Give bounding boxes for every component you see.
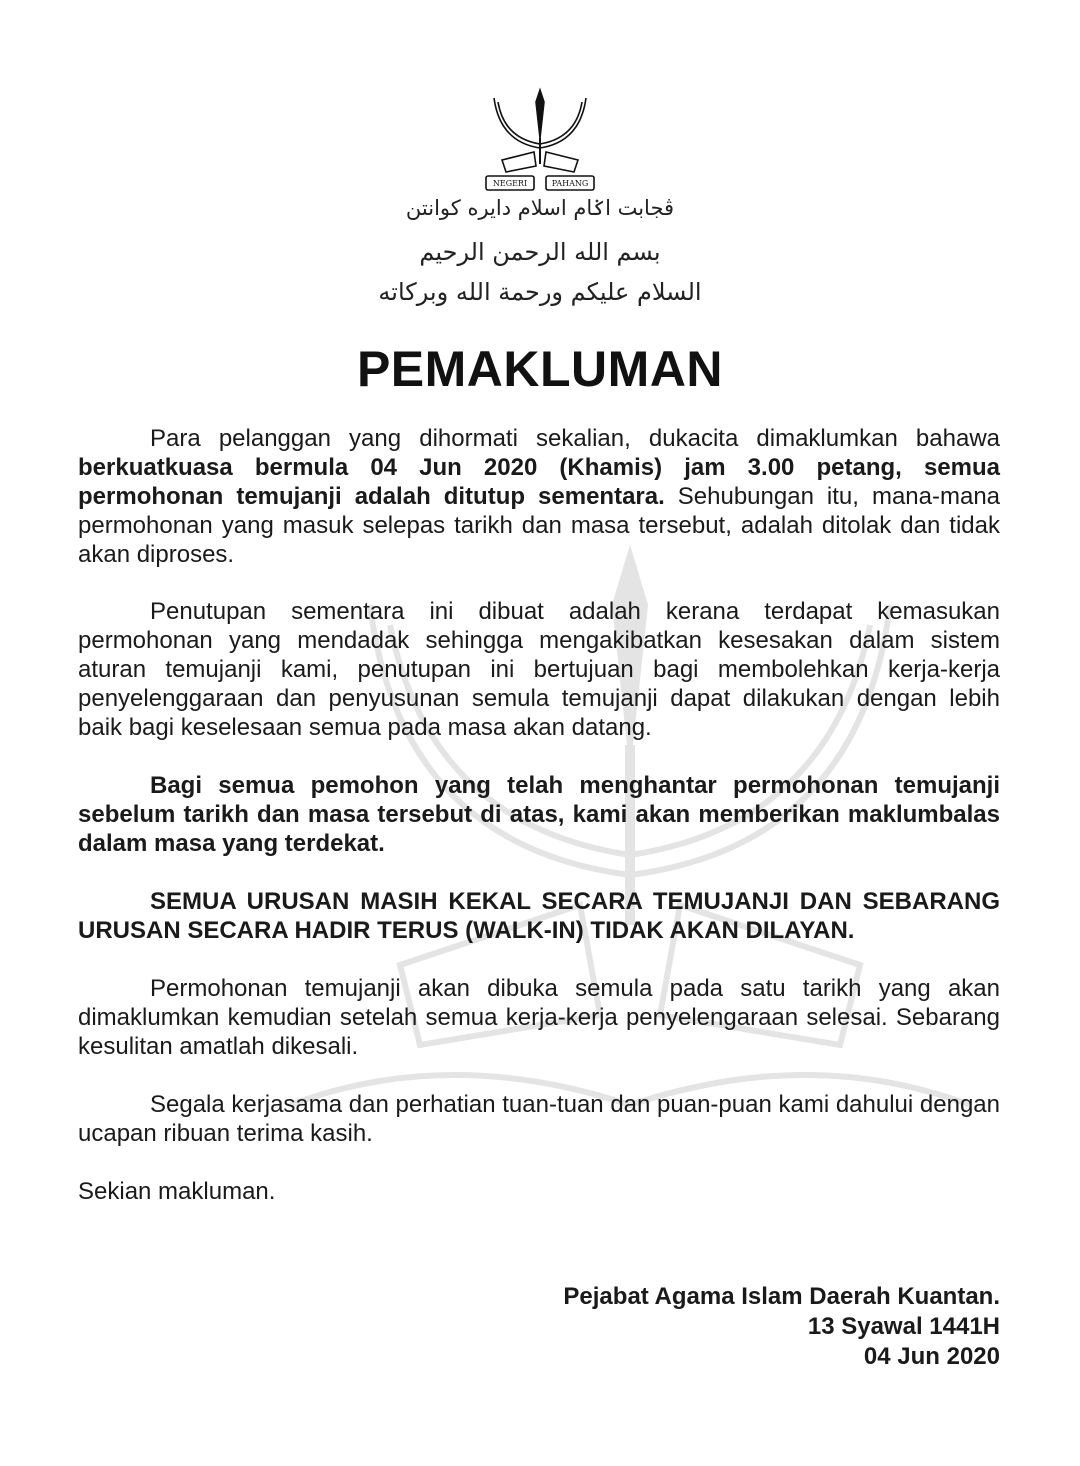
paragraph-closing: Sekian makluman. bbox=[78, 1178, 276, 1205]
page-title: PEMAKLUMAN bbox=[356, 341, 724, 397]
bismillah: بسم الله الرحمن الرحيم bbox=[419, 238, 661, 266]
paragraph-walk-in-notice: SEMUA URUSAN MASIH KEKAL SECARA TEMUJANJI DAN SEBARANG URUSAN SECARA HADIR TERUS (WALK-IN) TIDAK AKAN DILAYAN. bbox=[78, 888, 1000, 944]
paragraph-intro-rest: Sehubungan itu, mana-mana permohonan yang masuk selepas tarikh dan masa tersebut, adalah ditolak dan tidak akan diproses. bbox=[78, 483, 1001, 568]
crest-label-pahang: PAHANG bbox=[551, 179, 589, 188]
department-name-jawi: ڤجابت اݢام اسلام دايره كوانتن bbox=[405, 196, 675, 220]
paragraph-intro bbox=[78, 424, 1000, 569]
paragraph-reopening: Permohonan temujanji akan dibuka semula pada satu tarikh yang akan dimaklumkan kemudian setelah semua kerja-kerja penyelengaraan selesai. Sebarang kesulitan amatlah dikesali. bbox=[78, 975, 1000, 1060]
signature-block bbox=[563, 1282, 1000, 1372]
paragraph-thanks: Segala kerjasama dan perhatian tuan-tuan dan puan-puan kami dahului dengan ucapan ribuan terima kasih. bbox=[78, 1091, 1000, 1147]
notice-body bbox=[78, 424, 1000, 1206]
paragraph-closure-reason: Penutupan sementara ini dibuat adalah kerana terdapat kemasukan permohonan yang mendadak sehingga mengakibatkan kesesakan dalam sistem aturan temujanji kami, penutupan ini bertujuan bagi membolehkan kerja-kerja penyelenggaraan dan penyusunan semula temujanji dapat dilakukan dengan lebih baik bagi keselesaan semua pada masa akan datang. bbox=[78, 598, 1000, 741]
salam-greeting: السلام عليكم ورحمة الله وبركاته bbox=[378, 278, 702, 306]
signature-hijri-date: 13 Syawal 1441H bbox=[807, 1313, 1000, 1340]
signature-office: Pejabat Agama Islam Daerah Kuantan. bbox=[563, 1283, 1000, 1310]
paragraph-intro-bold: berkuatkuasa bermula 04 Jun 2020 (Khamis) jam 3.00 petang, semua permohonan temujanji adalah ditutup sementara. bbox=[78, 454, 1000, 510]
paragraph-intro-lead: Para pelanggan yang dihormati sekalian, dukacita dimaklumkan bahawa bbox=[150, 425, 1000, 452]
paragraph-existing-applicants: Bagi semua pemohon yang telah menghantar permohonan temujanji sebelum tarikh dan masa tersebut di atas, kami akan memberikan maklumbalas dalam masa yang terdekat. bbox=[78, 772, 1000, 857]
pahang-crest-emblem bbox=[478, 86, 602, 198]
signature-gregorian-date: 04 Jun 2020 bbox=[863, 1343, 1000, 1370]
crest-label-negeri: NEGERI bbox=[492, 179, 528, 188]
